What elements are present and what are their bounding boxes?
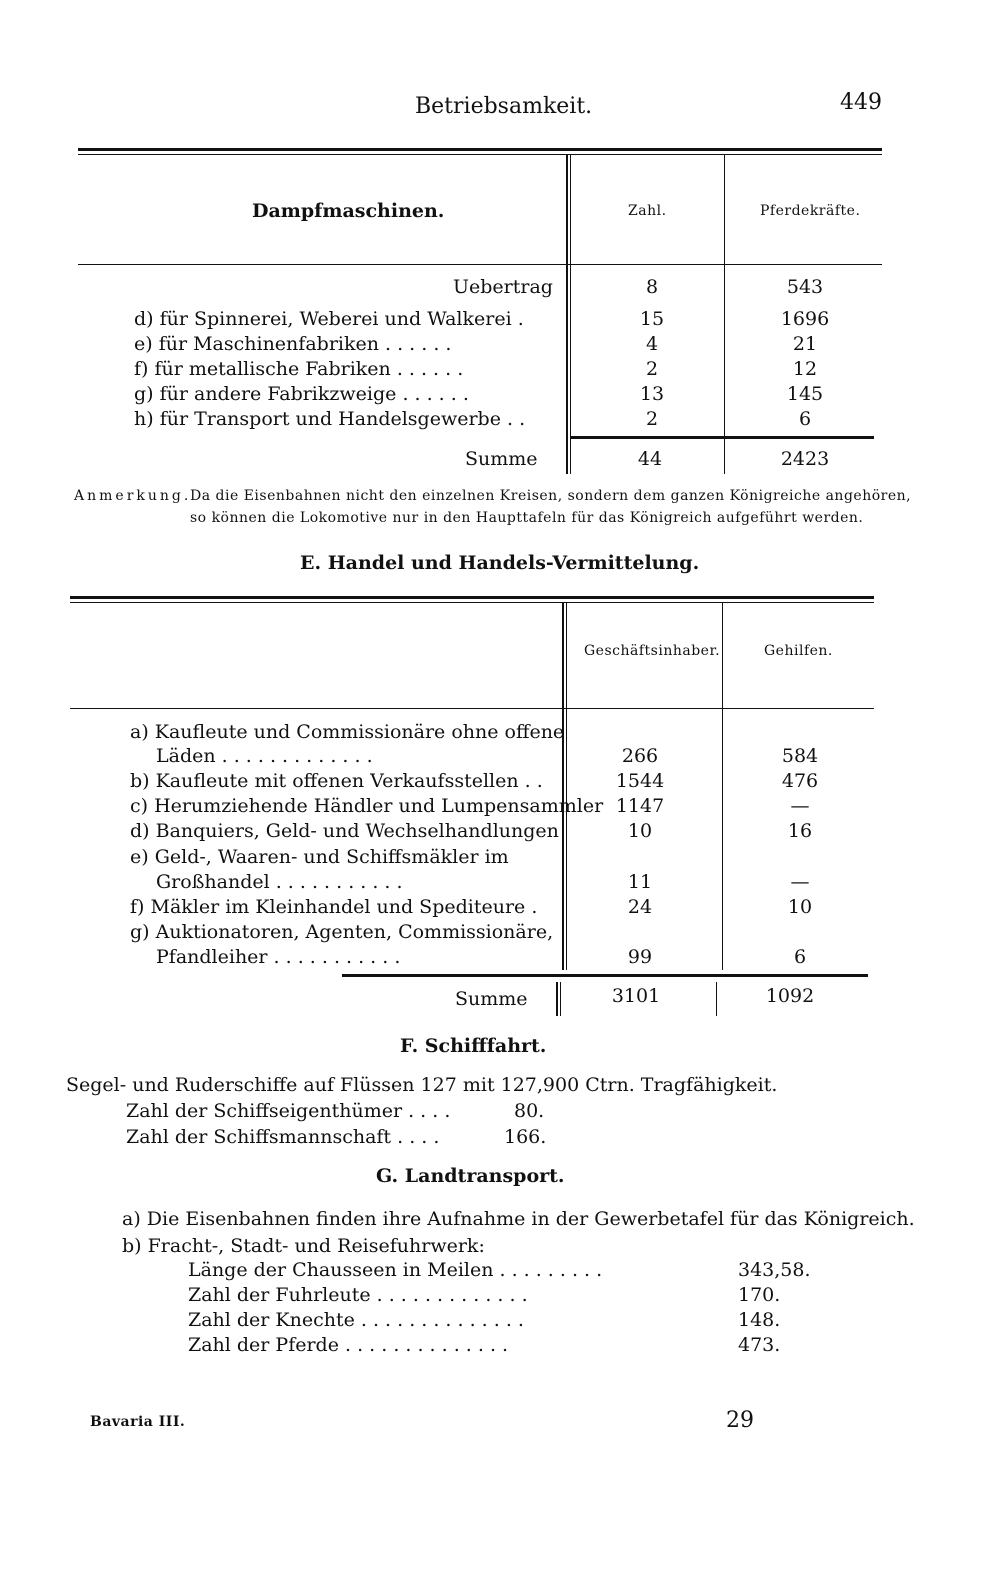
- table-cell-owner: 1544: [615, 770, 665, 792]
- list-item-label: Zahl der Knechte . . . . . . . . . . . . . .: [188, 1309, 524, 1331]
- list-item-value: 343,58.: [738, 1259, 811, 1281]
- column-header: Gehilfen.: [764, 643, 833, 659]
- table-cell-owner: 24: [627, 896, 653, 918]
- table-cell-count: 13: [639, 383, 665, 405]
- table-row-label: Pfandleiher . . . . . . . . . . .: [156, 946, 401, 968]
- sum-rule: [570, 436, 874, 439]
- note-line: Da die Eisenbahnen nicht den einzelnen Kreisen, sondern dem ganzen Königreiche angehören,: [190, 488, 912, 504]
- table-row-label: Großhandel . . . . . . . . . . .: [156, 871, 403, 893]
- column-divider: [570, 154, 571, 474]
- column-divider: [566, 154, 568, 474]
- table-top-rule-thin: [78, 154, 882, 155]
- note-line: so können die Lokomotive nur in den Haupttafeln für das Königreich aufgeführt werden.: [190, 510, 864, 526]
- table-cell-help: 584: [781, 745, 819, 767]
- table-cell-help: 16: [787, 820, 813, 842]
- section-title: E. Handel und Handels-Vermittelung.: [300, 552, 700, 574]
- table-row-label: g) für andere Fabrikzweige . . . . . .: [134, 383, 469, 405]
- table-cell-help: 10: [787, 896, 813, 918]
- column-header: Pferdekräfte.: [760, 203, 861, 219]
- list-item-label: Zahl der Pferde . . . . . . . . . . . . . .: [188, 1334, 509, 1356]
- sum-label: Summe: [465, 448, 538, 470]
- table-cell-count: 15: [639, 308, 665, 330]
- table-row-label: d) Banquiers, Geld- und Wechselhandlungen: [130, 820, 559, 842]
- table-cell-count: 2: [645, 408, 659, 430]
- table-row-label: h) für Transport und Handelsgewerbe . .: [134, 408, 526, 430]
- list-item-value: 473.: [738, 1334, 781, 1356]
- table-row-label: Läden . . . . . . . . . . . . .: [156, 745, 373, 767]
- table-row-label: f) Mäkler im Kleinhandel und Spediteure .: [130, 896, 538, 918]
- section-title: F. Schifffahrt.: [400, 1035, 547, 1057]
- sum-count: 44: [637, 448, 663, 470]
- table-cell-power: 1696: [780, 308, 830, 330]
- table-row-label: e) Geld-, Waaren- und Schiffsmäkler im: [130, 846, 509, 868]
- header-rule: [78, 264, 882, 265]
- header-rule: [70, 708, 874, 709]
- table-cell-help: —: [790, 795, 810, 817]
- text-line: Zahl der Schiffseigenthümer . . . .: [126, 1100, 451, 1122]
- table-row-label: d) für Spinnerei, Weberei und Walkerei .: [134, 308, 524, 330]
- table-top-rule-thin: [70, 602, 874, 603]
- table-cell-owner: 1147: [615, 795, 665, 817]
- column-divider: [560, 982, 561, 1016]
- running-title: Betriebsamkeit.: [415, 94, 593, 119]
- table-row-label: c) Herumziehende Händler und Lumpensammler: [130, 795, 604, 817]
- text-line: Segel- und Ruderschiffe auf Flüssen 127 mit 127,900 Ctrn. Tragfähigkeit.: [66, 1074, 778, 1096]
- table-row-label: e) für Maschinenfabriken . . . . . .: [134, 333, 452, 355]
- column-divider: [724, 154, 725, 474]
- list-item-label: Zahl der Fuhrleute . . . . . . . . . . . . .: [188, 1284, 528, 1306]
- section-title: G. Landtransport.: [376, 1165, 565, 1187]
- table-cell-power: 6: [798, 408, 812, 430]
- column-divider: [566, 602, 567, 970]
- page-number: 449: [840, 90, 882, 115]
- table-row-label: a) Kaufleute und Commissionäre ohne offene: [130, 721, 565, 743]
- sum-rule: [342, 974, 868, 977]
- table-row-label: Uebertrag: [453, 276, 553, 298]
- table-cell-help: 6: [793, 946, 807, 968]
- table-cell-owner: 266: [621, 745, 659, 767]
- table-top-rule: [78, 148, 882, 151]
- table-cell-owner: 11: [627, 871, 653, 893]
- note-lead: Anmerkung.: [74, 488, 192, 504]
- sum-help: 1092: [765, 985, 815, 1007]
- signature-mark: 29: [726, 1408, 754, 1433]
- text-line: Zahl der Schiffsmannschaft . . . .: [126, 1126, 440, 1148]
- table-cell-power: 21: [792, 333, 818, 355]
- value: 80.: [514, 1100, 545, 1122]
- column-divider: [716, 982, 717, 1016]
- table-cell-count: 8: [645, 276, 659, 298]
- text-line: b) Fracht-, Stadt- und Reisefuhrwerk:: [122, 1235, 485, 1257]
- list-item-label: Länge der Chausseen in Meilen . . . . . . . . .: [188, 1259, 603, 1281]
- footer-imprint: Bavaria III.: [90, 1414, 186, 1430]
- table-cell-help: 476: [781, 770, 819, 792]
- list-item-value: 148.: [738, 1309, 781, 1331]
- table-cell-count: 4: [645, 333, 659, 355]
- table-row-label: b) Kaufleute mit offenen Verkaufsstellen . .: [130, 770, 543, 792]
- column-header: Geschäftsinhaber.: [584, 643, 721, 659]
- table-cell-help: —: [790, 871, 810, 893]
- table-cell-count: 2: [645, 358, 659, 380]
- column-header: Zahl.: [628, 203, 667, 219]
- text-line: a) Die Eisenbahnen finden ihre Aufnahme in der Gewerbetafel für das Königreich.: [122, 1208, 915, 1230]
- table-cell-power: 12: [792, 358, 818, 380]
- table-row-label: g) Auktionatoren, Agenten, Commissionäre,: [130, 921, 554, 943]
- table-cell-power: 543: [786, 276, 824, 298]
- column-divider: [562, 602, 564, 970]
- column-header: Dampfmaschinen.: [252, 200, 445, 222]
- column-divider: [722, 602, 723, 970]
- table-cell-owner: 10: [627, 820, 653, 842]
- sum-label: Summe: [455, 988, 528, 1010]
- table-cell-power: 145: [786, 383, 824, 405]
- table-row-label: f) für metallische Fabriken . . . . . .: [134, 358, 464, 380]
- value: 166.: [504, 1126, 547, 1148]
- column-divider: [556, 982, 558, 1016]
- table-cell-owner: 99: [627, 946, 653, 968]
- table-top-rule: [70, 596, 874, 599]
- sum-power: 2423: [780, 448, 830, 470]
- list-item-value: 170.: [738, 1284, 781, 1306]
- sum-owner: 3101: [611, 985, 661, 1007]
